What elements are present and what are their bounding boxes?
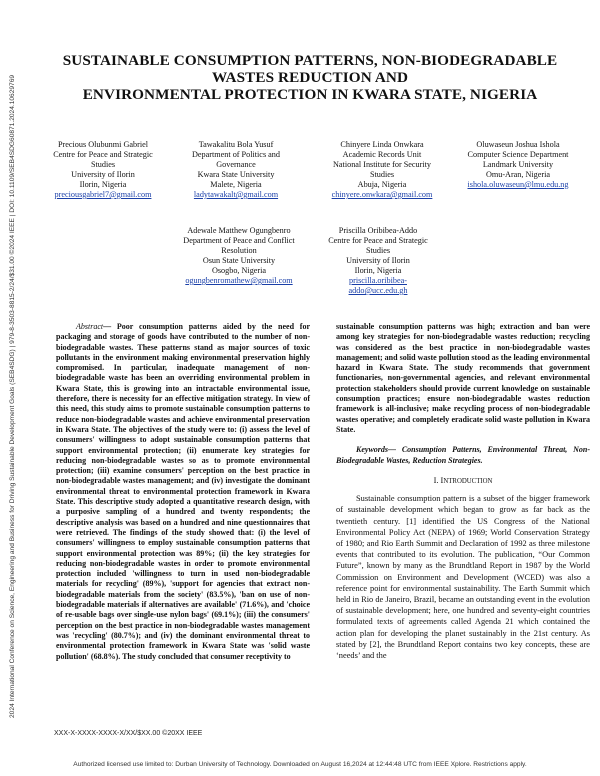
footer-copyright-code: XXX-X-XXXX-XXXX-X/XX/$XX.00 ©20XX IEEE <box>54 730 203 737</box>
abstract-text: — Poor consumption patterns aided by the need for packaging and storage of goods have contributed to the number of non-biodegradable wastes. These patterns stand as major sources of toxic pollutants in the environment making environmental preservation highly compromised. In particular, inadequate management of non-biodegradable waste has been an overriding environmental problem in Kwara State, this is growing into an intractable environmental issue, therefore, there is necessity for an effective mitigation strategy. In view of this need, this study aims to promote sustainable consumption patterns to reduce non-biodegradable wastes and achieve environmental preservation in Kwara State. The objectives of the study were to: (i) assess the level of consumers' willingness to adopt sustainable consumption patterns that support environmental protection; (ii) enumerate key strategies for reducing non-biodegradable wastes so as to promote environmental protection; (iii) examine consumers' perception on the best practice in non-biodegradable wastes management; and (iv) investigate the dominant environmental threat to environmental protection framework in Kwara State. This descriptive study adopted a quantitative research design, with a purposive sampling of a hundred and twenty respondents; the descriptive analysis was based on a hundred and nine questionnaires that were retrieved. The findings of the study showed that: (i) the level of consumers' willingness to employ sustainable consumption patterns that support environmental protection was 89%; (ii) the key strategies for reducing non-biodegradable wastes in order to promote environmental protection included 'willingness to turn in used non-biodegradable materials for recycling' (89%), 'support for agencies that extract non-biodegradable materials from the society' (83.5%), 'ban on use of non-biodegradable materials if alternatives are available' (71.6%), and 'choice of re-usable bags over single-use nylon bags' (69.1%); (iii) the consumers' perception on the best practice in non-biodegradable wastes management was 'recycling' (80.7%); and (iv) the dominant environmental threat to environmental protection framework in Kwara State was 'solid waste pollution' (68.8%). The study concluded that consumer receptivity to <box>56 322 310 661</box>
author-name: Priscilla Oribibea-Addo <box>338 226 418 235</box>
author-block-3 <box>318 140 446 200</box>
introduction-paragraph: Sustainable consumption pattern is a subset of the bigger framework of sustainable development which began to grow as far back as the twentieth century. [1] identified the US Congress of the National Environmental Policy Act (NEPA) of 1969; World Conservation Strategy of 1980; and Rio Earth Summit and Declaration of 1992 as three milestone events that contributed to its evolution. The publication, “Our Common Future”, known by many as the Brundtland Report in 1987 by the World Commission on Environment and Development (WCED) was also a reference point for environmental sustainability. The Earth Summit which held in Rio de Janeiro, Brazil, became an outstanding event in the evolution of sustainable development; here, one hundred and seventy-eight countries formulated texts of agreements called Agenda 21 which contained the action plan for developing the planet sustainably in the 21st century. As stated by [2], the Brundtland Report contains two key concepts, these are ‘needs’ and the <box>336 494 590 660</box>
author-block-4 <box>454 140 582 190</box>
author-location: Omu-Aran, Nigeria <box>485 170 551 179</box>
author-affiliation: University of Ilorin <box>346 256 410 265</box>
section-title-cap: I <box>440 475 444 485</box>
author-affiliation: Osun State University <box>202 256 276 265</box>
author-name: Adewale Matthew Ogungbenro <box>187 226 291 235</box>
author-affiliation: Centre for Peace and Strategic <box>328 236 428 245</box>
author-email-link[interactable]: ogungbenromathew@gmail.com <box>185 276 293 285</box>
author-email-link[interactable]: ladytawakalt@gmail.com <box>193 190 279 199</box>
paper-title <box>40 52 580 103</box>
author-block-6 <box>318 226 438 296</box>
section-number: I. <box>433 475 439 485</box>
section-title-rest: NTRODUCTION <box>443 477 493 485</box>
title-line-3: ENVIRONMENTAL PROTECTION IN KWARA STATE, NIGERIA <box>82 86 538 103</box>
author-affiliation: Department of Politics and <box>192 150 280 159</box>
left-column <box>56 322 310 662</box>
author-location: Malete, Nigeria <box>210 180 262 189</box>
author-location: Abuja, Nigeria <box>357 180 407 189</box>
author-affiliation: National Institute for Security <box>333 160 431 169</box>
side-doi-text: 2024 International Conference on Science, Engineering and Business for Driving Sustainable Development Goals (SEB4SDG) | 979-8-3503-8815-2/24/$31.00 ©2024 IEEE | DOI: 10.1109/SEB4SDG60871.2024.10629769 <box>9 74 16 718</box>
title-line-2: WASTES REDUCTION AND <box>211 69 409 86</box>
author-email-link[interactable]: ishola.oluwaseun@lmu.edu.ng <box>467 180 569 189</box>
author-block-5 <box>168 226 310 286</box>
right-column <box>336 322 590 661</box>
author-affiliation: Landmark University <box>482 160 554 169</box>
side-doi-strip <box>4 18 18 718</box>
abstract-label: Abstract <box>76 322 104 331</box>
author-name: Tawakalitu Bola Yusuf <box>198 140 274 149</box>
author-affiliation: Kwara State University <box>197 170 275 179</box>
author-block-1 <box>40 140 166 200</box>
author-email-link[interactable]: chinyere.onwkara@gmail.com <box>331 190 433 199</box>
author-affiliation: Academic Records Unit <box>342 150 422 159</box>
author-name: Chinyere Linda Onwkara <box>340 140 424 149</box>
licence-notice: Authorized licensed use limited to: Durban University of Technology. Downloaded on August 16,2024 at 12:44:48 UTC from IEEE Xplore. Restrictions apply. <box>73 761 527 768</box>
author-name: Precious Olubunmi Gabriel <box>57 140 149 149</box>
keywords-text: Consumption Patterns, Environmental Threat, Non-Biodegradable Wastes, Reduction Strategies. <box>336 445 590 465</box>
abstract-paragraph <box>56 322 310 662</box>
author-name: Oluwaseun Joshua Ishola <box>476 140 560 149</box>
author-affiliation: Governance <box>216 160 256 169</box>
author-affiliation: Computer Science Department <box>467 150 569 159</box>
author-location: Ilorin, Nigeria <box>354 266 402 275</box>
keywords-paragraph <box>336 445 590 466</box>
author-affiliation: Studies <box>90 160 116 169</box>
keywords-label: Keywords— <box>356 445 396 455</box>
author-affiliation: University of Ilorin <box>71 170 135 179</box>
author-affiliation: Studies <box>365 246 391 255</box>
author-affiliation: Resolution <box>221 246 257 255</box>
author-location: Osogbo, Nigeria <box>211 266 267 275</box>
author-block-2 <box>176 140 296 200</box>
author-affiliation: Centre for Peace and Strategic <box>53 150 153 159</box>
abstract-continuation: sustainable consumption patterns was high; extraction and ban were among key strategies for non-biodegradable wastes reduction; recycling was considered as the best practice in non-biodegradable wastes management; and solid waste pollution stood as the leading environmental hazard in Kwara State. The study recommends that government functionaries, non-governmental agencies, and relevant environmental protection stakeholders should provide current knowledge on sustainable consumption practices; ensure non-biodegradable wastes reduction framework is all-inclusive; make recycling process of non-biodegradable wastes operative; and completely eradicate solid waste pollution in Kwara State. <box>336 322 590 434</box>
title-line-1: SUSTAINABLE CONSUMPTION PATTERNS, NON-BIODEGRADABLE <box>62 52 558 69</box>
author-affiliation: Department of Peace and Conflict <box>183 236 295 245</box>
author-location: Ilorin, Nigeria <box>79 180 127 189</box>
author-affiliation: Studies <box>369 170 395 179</box>
author-email-link[interactable]: priscilla.oribibea-addo@ucc.edu.gh <box>348 276 408 295</box>
section-heading <box>336 476 590 487</box>
author-email-link[interactable]: preciousgabriel7@gmail.com <box>54 190 152 199</box>
